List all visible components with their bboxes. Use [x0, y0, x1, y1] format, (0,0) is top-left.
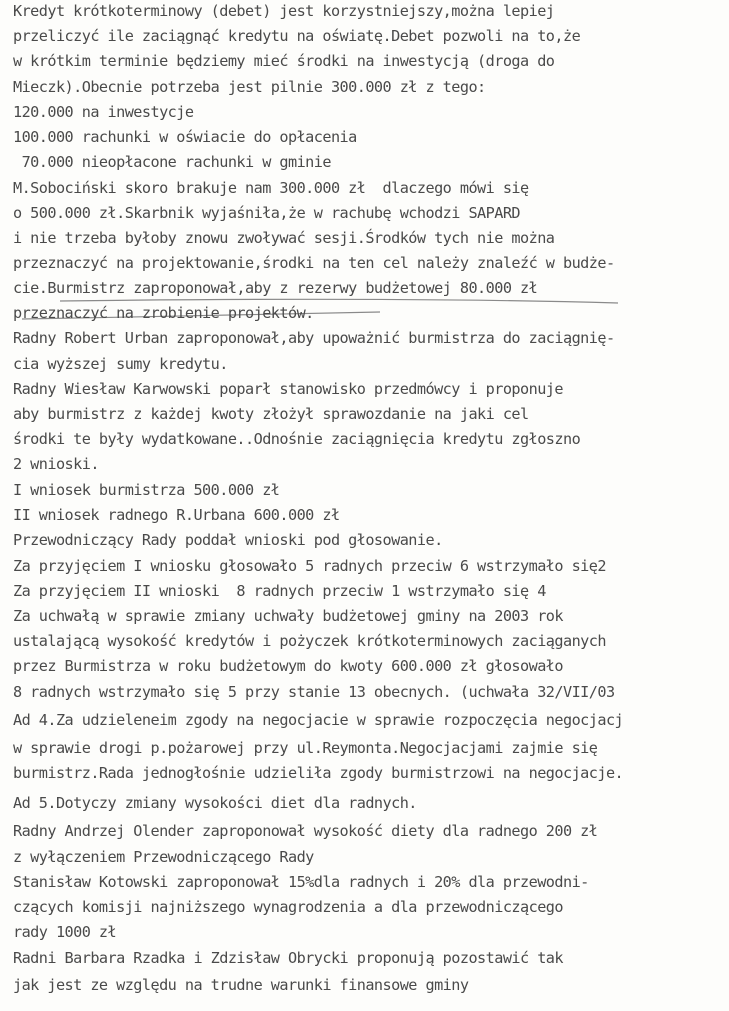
text-line: 120.000 na inwestycje [13, 103, 194, 121]
text-line: M.Sobociński skoro brakuje nam 300.000 zł dlaczego mówi się [13, 179, 529, 197]
text-line: środki te były wydatkowane..Odnośnie zaciągnięcia kredytu zgłoszno [13, 430, 581, 448]
text-line: 100.000 rachunki w oświacie do opłacenia [13, 128, 357, 146]
text-line: ustalającą wysokość kredytów i pożyczek krótkoterminowych zaciąganych [13, 632, 606, 650]
text-line: i nie trzeba byłoby znowu zwoływać sesji.Środków tych nie można [13, 229, 555, 247]
text-line: Za uchwałą w sprawie zmiany uchwały budżetowej gminy na 2003 rok [13, 607, 563, 625]
text-line: 2 wnioski. [13, 455, 99, 473]
text-line: Radny Andrzej Olender zaproponował wysokość diety dla radnego 200 zł [13, 822, 598, 840]
text-line: Stanisław Kotowski zaproponował 15%dla radnych i 20% dla przewodni- [13, 873, 589, 891]
text-line: Radni Barbara Rzadka i Zdzisław Obrycki proponują pozostawić tak [13, 949, 563, 967]
text-line: Ad 4.Za udzieleneim zgody na negocjacie w sprawie rozpoczęcia negocjacj [13, 711, 624, 729]
text-line: Za przyjęciem II wnioski 8 radnych przeciw 1 wstrzymało się 4 [13, 582, 546, 600]
text-line: I wniosek burmistrza 500.000 zł [13, 481, 280, 499]
text-line: przeliczyć ile zaciągnąć kredytu na oświatę.Debet pozwoli na to,że [13, 27, 581, 45]
text-line: cie.Burmistrz zaproponował,aby z rezerwy budżetowej 80.000 zł [13, 279, 538, 297]
text-line: Mieczk).Obecnie potrzeba jest pilnie 300.000 zł z tego: [13, 78, 486, 96]
text-line: w sprawie drogi p.pożarowej przy ul.Reymonta.Negocjacjami zajmie się [13, 739, 598, 757]
text-line: rady 1000 zł [13, 923, 117, 941]
text-line: przeznaczyć na zrobienie projektów. [13, 304, 314, 322]
text-line: przeznaczyć na projektowanie,środki na ten cel należy znaleźć w budże- [13, 254, 615, 272]
text-line: Radny Robert Urban zaproponował,aby upoważnić burmistrza do zaciągnię- [13, 329, 615, 347]
text-line: Ad 5.Dotyczy zmiany wysokości diet dla radnych. [13, 794, 417, 812]
text-line: burmistrz.Rada jednogłośnie udzieliła zgody burmistrzowi na negocjacje. [13, 764, 624, 782]
text-line: Przewodniczący Rady poddał wnioski pod głosowanie. [13, 531, 443, 549]
text-line: z wyłączeniem Przewodniczącego Rady [13, 848, 314, 866]
text-line: Radny Wiesław Karwowski poparł stanowisko przedmówcy i proponuje [13, 380, 563, 398]
text-line: przez Burmistrza w roku budżetowym do kwoty 600.000 zł głosowało [13, 657, 563, 675]
text-line: cia wyższej sumy kredytu. [13, 355, 228, 373]
text-line: w krótkim terminie będziemy mieć środki na inwestycją (droga do [13, 52, 555, 70]
text-line: czących komisji najniższego wynagrodzenia a dla przewodniczącego [13, 898, 563, 916]
text-line: Za przyjęciem I wniosku głosowało 5 radnych przeciw 6 wstrzymało się2 [13, 557, 606, 575]
text-line: aby burmistrz z każdej kwoty złożył sprawozdanie na jaki cel [13, 405, 529, 423]
text-line: Kredyt krótkoterminowy (debet) jest korzystniejszy,można lepiej [13, 2, 555, 20]
text-line: o 500.000 zł.Skarbnik wyjaśniła,że w rachubę wchodzi SAPARD [13, 204, 521, 222]
text-line: 8 radnych wstrzymało się 5 przy stanie 13 obecnych. (uchwała 32/VII/03 [13, 683, 615, 701]
text-line: 70.000 nieopłacone rachunki w gminie [13, 153, 331, 171]
text-line: jak jest ze względu na trudne warunki finansowe gminy [13, 976, 469, 994]
text-line: II wniosek radnego R.Urbana 600.000 zł [13, 506, 340, 524]
